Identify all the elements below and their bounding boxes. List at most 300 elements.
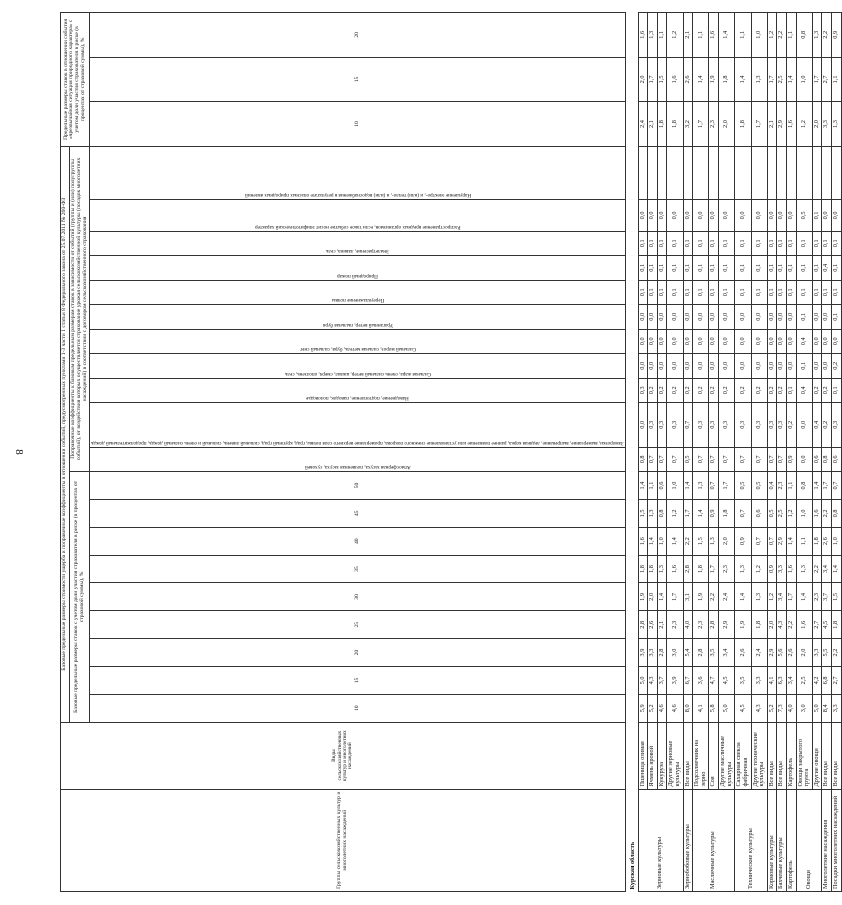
base-value-cell: 0,7 bbox=[735, 499, 751, 527]
base-value-cell: 5,0 bbox=[638, 667, 648, 695]
limit-value-cell: 0,8 bbox=[796, 13, 812, 58]
coef-value-cell: 0,0 bbox=[648, 200, 658, 231]
coef-value-cell: 0,1 bbox=[667, 231, 683, 256]
coef-value-cell: 0,3 bbox=[693, 403, 709, 448]
base-value-cell: 8,0 bbox=[683, 694, 693, 722]
base-value-cell: 0,9 bbox=[767, 555, 777, 583]
coef-value-cell: 0,1 bbox=[812, 256, 822, 281]
crop-group-cell: Масличные культуры bbox=[693, 789, 735, 891]
coef-value-cell: 0,0 bbox=[648, 329, 658, 354]
base-value-cell: 1,4 bbox=[832, 555, 842, 583]
coef-value-cell: 0,2 bbox=[683, 378, 693, 403]
coef-value-cell: 0,7 bbox=[735, 447, 751, 472]
base-value-cell: 1,1 bbox=[796, 527, 812, 555]
coef-col-header: Распространение вредных организмов, если такое событие носит эпифитотический характер bbox=[90, 200, 626, 231]
base-value-cell: 2,4 bbox=[751, 639, 767, 667]
limit-pct-header: 10 bbox=[90, 102, 626, 147]
limit-value-cell: 1,3 bbox=[751, 57, 767, 102]
coef-value-cell: 0,1 bbox=[648, 231, 658, 256]
coef-value-cell: 0,5 bbox=[796, 200, 812, 231]
base-value-cell: 3,3 bbox=[648, 639, 658, 667]
base-value-cell: 1,6 bbox=[812, 499, 822, 527]
header-limit-title: Предельные размеры ставок в отношении события «чрезвычайная ситуация природного характера» с учетом доли участия страхователя в риске (в процентах от страховой суммы), % bbox=[61, 13, 90, 147]
coef-value-cell: 0,0 bbox=[822, 329, 832, 354]
base-value-cell: 3,7 bbox=[822, 583, 832, 611]
base-pct-header: 15 bbox=[90, 667, 626, 695]
base-value-cell: 2,6 bbox=[648, 611, 658, 639]
table-row bbox=[767, 13, 777, 892]
coef-col-header: Природный пожар bbox=[90, 256, 626, 281]
base-value-cell: 1,1 bbox=[648, 472, 658, 500]
coef-value-cell: 0,2 bbox=[832, 354, 842, 379]
base-value-cell: 2,8 bbox=[693, 639, 709, 667]
base-value-cell: 2,9 bbox=[777, 527, 787, 555]
coef-value-cell: 0,1 bbox=[777, 280, 787, 305]
limit-value-cell: 2,0 bbox=[638, 57, 648, 102]
coef-value-cell: 0,2 bbox=[751, 378, 767, 403]
base-value-cell: 4,6 bbox=[657, 694, 667, 722]
limit-value-cell: 1,4 bbox=[719, 13, 735, 58]
coef-value-cell: 0,0 bbox=[709, 354, 719, 379]
base-value-cell: 1,7 bbox=[719, 472, 735, 500]
limit-value-cell: 1,8 bbox=[735, 102, 751, 147]
coef-value-cell bbox=[683, 146, 693, 200]
coef-value-cell: 0,3 bbox=[709, 403, 719, 448]
limit-value-cell: 2,7 bbox=[822, 57, 832, 102]
coef-value-cell: 0,0 bbox=[719, 305, 735, 330]
base-value-cell: 3,3 bbox=[832, 694, 842, 722]
coef-value-cell: 0,7 bbox=[751, 447, 767, 472]
coef-value-cell: 0,1 bbox=[667, 280, 683, 305]
base-value-cell: 2,7 bbox=[832, 667, 842, 695]
base-value-cell: 1,4 bbox=[657, 583, 667, 611]
coef-value-cell: 0,0 bbox=[657, 329, 667, 354]
base-value-cell: 1,4 bbox=[683, 472, 693, 500]
crop-cell: Другие технические культуры bbox=[751, 722, 767, 789]
crop-cell: Все виды bbox=[832, 722, 842, 789]
coef-value-cell: 0,0 bbox=[648, 354, 658, 379]
coef-value-cell bbox=[812, 146, 822, 200]
limit-value-cell: 1,0 bbox=[751, 13, 767, 58]
base-value-cell: 1,9 bbox=[735, 611, 751, 639]
coef-value-cell: 0,7 bbox=[767, 447, 777, 472]
base-value-cell: 1,7 bbox=[786, 583, 796, 611]
base-pct-header: 30 bbox=[90, 583, 626, 611]
table-row bbox=[751, 13, 767, 892]
base-value-cell: 0,7 bbox=[767, 527, 777, 555]
base-value-cell: 2,3 bbox=[667, 611, 683, 639]
limit-value-cell: 2,2 bbox=[777, 13, 787, 58]
coef-value-cell: 0,0 bbox=[693, 329, 709, 354]
crop-group-cell: Овощи bbox=[796, 789, 822, 891]
base-value-cell: 2,2 bbox=[832, 639, 842, 667]
coef-value-cell: 0,1 bbox=[822, 280, 832, 305]
coef-value-cell: 0,0 bbox=[683, 354, 693, 379]
coef-value-cell: 0,0 bbox=[812, 354, 822, 379]
limit-value-cell: 1,1 bbox=[693, 13, 709, 58]
crop-cell: Другие зерновые культуры bbox=[667, 722, 683, 789]
coef-value-cell bbox=[822, 146, 832, 200]
coef-value-cell: 0,1 bbox=[719, 231, 735, 256]
coef-value-cell: 0,2 bbox=[709, 378, 719, 403]
base-pct-header: 50 bbox=[90, 472, 626, 500]
table-row bbox=[812, 13, 822, 892]
limit-value-cell: 1,6 bbox=[786, 102, 796, 147]
limit-value-cell: 2,4 bbox=[638, 102, 648, 147]
coef-value-cell: 0,1 bbox=[751, 256, 767, 281]
header-group: Группы сельскохозяйственных культур и многолетних насаждений bbox=[61, 789, 626, 891]
base-value-cell: 1,4 bbox=[735, 583, 751, 611]
base-value-cell: 2,2 bbox=[683, 527, 693, 555]
coef-value-cell: 0,2 bbox=[735, 378, 751, 403]
coef-value-cell: 0,0 bbox=[638, 403, 648, 448]
coef-value-cell: 0,0 bbox=[777, 305, 787, 330]
coef-value-cell bbox=[832, 146, 842, 200]
coef-value-cell: 0,1 bbox=[693, 280, 709, 305]
limit-value-cell: 1,3 bbox=[812, 13, 822, 58]
limit-value-cell: 1,1 bbox=[832, 57, 842, 102]
base-value-cell: 2,8 bbox=[638, 611, 648, 639]
coef-value-cell: 0,0 bbox=[751, 329, 767, 354]
limit-value-cell: 1,7 bbox=[693, 102, 709, 147]
limit-value-cell: 1,6 bbox=[709, 13, 719, 58]
crop-group-cell: Картофель bbox=[786, 789, 796, 891]
table-row bbox=[786, 13, 796, 892]
coef-value-cell bbox=[735, 146, 751, 200]
crop-cell: Все виды bbox=[822, 722, 832, 789]
base-value-cell: 7,3 bbox=[777, 694, 787, 722]
coef-value-cell: 0,2 bbox=[648, 378, 658, 403]
coef-value-cell bbox=[777, 146, 787, 200]
coef-value-cell: 0,1 bbox=[693, 256, 709, 281]
base-value-cell: 2,0 bbox=[796, 639, 812, 667]
coef-value-cell: 0,0 bbox=[832, 200, 842, 231]
limit-value-cell: 1,5 bbox=[657, 57, 667, 102]
base-value-cell: 1,8 bbox=[638, 555, 648, 583]
limit-value-cell: 1,8 bbox=[719, 57, 735, 102]
base-value-cell: 4,5 bbox=[719, 667, 735, 695]
coef-value-cell: 0,0 bbox=[719, 200, 735, 231]
limit-value-cell: 1,7 bbox=[648, 57, 658, 102]
base-value-cell: 1,3 bbox=[693, 472, 709, 500]
coef-value-cell: 0,8 bbox=[638, 447, 648, 472]
coef-value-cell: 0,0 bbox=[683, 305, 693, 330]
coef-value-cell: 0,0 bbox=[822, 354, 832, 379]
base-value-cell: 2,5 bbox=[796, 667, 812, 695]
coef-value-cell: 0,3 bbox=[667, 403, 683, 448]
crop-cell: Кукуруза bbox=[657, 722, 667, 789]
coef-value-cell: 0,0 bbox=[638, 354, 648, 379]
coef-value-cell: 0,1 bbox=[767, 231, 777, 256]
coef-value-cell: 0,2 bbox=[822, 403, 832, 448]
header-coef-title: Поправочные коэффициенты к базовым предельным размерам ставок в зависимости от событий (группы и (или) полугруппы событий), от воздействия которых осуществляется страхование урожая сельскохозяйственной культуры (посадок многолетних насаждений) в соответствии с договором сельскохозяйственного страхования bbox=[69, 146, 90, 471]
coef-value-cell: 0,0 bbox=[751, 305, 767, 330]
base-value-cell: 1,8 bbox=[693, 555, 709, 583]
crop-group-cell: Зернобобовые культуры bbox=[683, 789, 693, 891]
coef-value-cell: 0,0 bbox=[786, 305, 796, 330]
coef-value-cell: 0,0 bbox=[638, 200, 648, 231]
coef-value-cell: 0,1 bbox=[751, 231, 767, 256]
coef-value-cell: 0,1 bbox=[638, 231, 648, 256]
base-value-cell: 2,1 bbox=[657, 611, 667, 639]
coef-value-cell: 0,2 bbox=[767, 378, 777, 403]
base-value-cell: 5,0 bbox=[812, 694, 822, 722]
coef-value-cell: 0,2 bbox=[812, 378, 822, 403]
base-pct-header: 20 bbox=[90, 639, 626, 667]
limit-value-cell: 1,3 bbox=[832, 102, 842, 147]
limit-value-cell: 2,1 bbox=[648, 102, 658, 147]
base-value-cell: 0,6 bbox=[657, 472, 667, 500]
coef-value-cell: 0,3 bbox=[777, 403, 787, 448]
coef-value-cell: 0,0 bbox=[667, 200, 683, 231]
coef-value-cell: 0,1 bbox=[683, 231, 693, 256]
table-row bbox=[832, 13, 842, 892]
coef-value-cell: 0,0 bbox=[709, 305, 719, 330]
coef-value-cell bbox=[638, 146, 648, 200]
coef-col-header: Переувлажнение почвы bbox=[90, 280, 626, 305]
coef-value-cell: 0,4 bbox=[796, 378, 812, 403]
coef-value-cell: 0,0 bbox=[709, 329, 719, 354]
coef-value-cell: 0,1 bbox=[832, 256, 842, 281]
base-value-cell: 3,3 bbox=[812, 639, 822, 667]
base-value-cell: 2,6 bbox=[735, 639, 751, 667]
base-value-cell: 2,0 bbox=[648, 583, 658, 611]
crop-group-cell: Зерновые культуры bbox=[638, 789, 683, 891]
base-pct-header: 10 bbox=[90, 694, 626, 722]
coef-value-cell: 0,1 bbox=[812, 200, 822, 231]
base-value-cell: 2,9 bbox=[767, 639, 777, 667]
limit-value-cell: 1,1 bbox=[786, 13, 796, 58]
header-base-sub: Базовые предельные размеры ставок с учетом доли участия страхователя в риске (в процентах от страховой суммы), % bbox=[69, 472, 90, 723]
base-value-cell: 1,6 bbox=[638, 527, 648, 555]
coef-value-cell: 0,0 bbox=[667, 354, 683, 379]
base-value-cell: 5,2 bbox=[648, 694, 658, 722]
coef-col-header: Атмосферная засуха, почвенная засуха, суховей bbox=[90, 447, 626, 472]
base-value-cell: 1,4 bbox=[786, 527, 796, 555]
coef-value-cell: 0,0 bbox=[709, 200, 719, 231]
base-value-cell: 1,4 bbox=[812, 472, 822, 500]
coef-value-cell: 0,1 bbox=[657, 256, 667, 281]
base-value-cell: 1,6 bbox=[667, 555, 683, 583]
coef-value-cell: 0,0 bbox=[777, 200, 787, 231]
coef-value-cell: 0,0 bbox=[796, 447, 812, 472]
table-row bbox=[657, 13, 667, 892]
region-title: Курская область bbox=[625, 13, 638, 892]
base-value-cell: 1,6 bbox=[796, 611, 812, 639]
limit-value-cell: 1,2 bbox=[667, 13, 683, 58]
limit-value-cell: 3,2 bbox=[683, 102, 693, 147]
coef-value-cell bbox=[767, 146, 777, 200]
base-value-cell: 0,6 bbox=[751, 499, 767, 527]
table-row bbox=[667, 13, 683, 892]
coef-value-cell: 0,1 bbox=[751, 280, 767, 305]
coef-value-cell: 0,0 bbox=[767, 354, 777, 379]
limit-value-cell: 2,3 bbox=[709, 102, 719, 147]
coef-value-cell: 0,0 bbox=[648, 305, 658, 330]
coef-value-cell: 0,2 bbox=[786, 403, 796, 448]
base-value-cell: 3,3 bbox=[751, 667, 767, 695]
coef-value-cell: 0,2 bbox=[822, 378, 832, 403]
base-value-cell: 1,2 bbox=[786, 499, 796, 527]
base-value-cell: 0,5 bbox=[735, 472, 751, 500]
base-value-cell: 2,6 bbox=[822, 527, 832, 555]
base-value-cell: 1,2 bbox=[767, 583, 777, 611]
coef-value-cell: 0,0 bbox=[777, 329, 787, 354]
base-value-cell: 5,0 bbox=[719, 694, 735, 722]
table-row bbox=[648, 13, 658, 892]
coef-value-cell: 0,0 bbox=[735, 305, 751, 330]
base-value-cell: 2,2 bbox=[812, 555, 822, 583]
base-value-cell: 1,9 bbox=[638, 583, 648, 611]
base-value-cell: 0,8 bbox=[657, 499, 667, 527]
coef-value-cell: 0,4 bbox=[796, 329, 812, 354]
base-value-cell: 6,3 bbox=[777, 667, 787, 695]
base-value-cell: 0,7 bbox=[709, 472, 719, 500]
coef-value-cell: 0,6 bbox=[812, 447, 822, 472]
crop-group-cell: Посадки многолетних насаждений bbox=[832, 789, 842, 891]
base-value-cell: 1,3 bbox=[735, 555, 751, 583]
coef-value-cell: 0,2 bbox=[657, 378, 667, 403]
coef-value-cell: 0,1 bbox=[777, 256, 787, 281]
coef-value-cell: 0,0 bbox=[657, 200, 667, 231]
base-value-cell: 1,1 bbox=[786, 472, 796, 500]
coef-value-cell: 0,8 bbox=[822, 447, 832, 472]
base-value-cell: 2,8 bbox=[683, 555, 693, 583]
coef-value-cell: 0,0 bbox=[735, 200, 751, 231]
base-value-cell: 5,9 bbox=[638, 694, 648, 722]
base-value-cell: 5,8 bbox=[709, 694, 719, 722]
base-value-cell: 1,8 bbox=[648, 555, 658, 583]
base-value-cell: 0,7 bbox=[832, 472, 842, 500]
base-value-cell: 5,6 bbox=[777, 639, 787, 667]
limit-pct-header: 20 bbox=[90, 13, 626, 58]
coef-value-cell: 0,0 bbox=[812, 305, 822, 330]
crop-group-cell: Бахчевые культуры bbox=[777, 789, 787, 891]
base-value-cell: 4,1 bbox=[767, 667, 777, 695]
crop-group-cell: Технические культуры bbox=[735, 789, 767, 891]
coef-value-cell: 0,0 bbox=[683, 329, 693, 354]
base-value-cell: 2,5 bbox=[777, 499, 787, 527]
coef-value-cell bbox=[648, 146, 658, 200]
limit-value-cell: 2,6 bbox=[683, 57, 693, 102]
coef-value-cell: 0,0 bbox=[786, 200, 796, 231]
base-value-cell: 1,4 bbox=[796, 583, 812, 611]
coef-value-cell: 0,1 bbox=[832, 280, 842, 305]
base-value-cell: 1,9 bbox=[693, 583, 709, 611]
limit-pct-header: 15 bbox=[90, 57, 626, 102]
coef-value-cell: 0,0 bbox=[735, 329, 751, 354]
coef-value-cell: 0,1 bbox=[648, 280, 658, 305]
crop-cell: Другие овощи bbox=[812, 722, 822, 789]
coef-col-header: Сильный мороз, сильная метель, буря, сильный снег bbox=[90, 329, 626, 354]
base-value-cell: 1,7 bbox=[683, 499, 693, 527]
table-row bbox=[683, 13, 693, 892]
base-value-cell: 4,6 bbox=[667, 694, 683, 722]
base-value-cell: 8,4 bbox=[822, 694, 832, 722]
base-value-cell: 1,3 bbox=[796, 555, 812, 583]
base-value-cell: 1,4 bbox=[638, 472, 648, 500]
base-value-cell: 1,6 bbox=[786, 555, 796, 583]
crop-cell: Ячмень яровой bbox=[648, 722, 658, 789]
coef-value-cell: 0,1 bbox=[786, 231, 796, 256]
base-value-cell: 3,9 bbox=[638, 639, 648, 667]
coef-value-cell: 0,2 bbox=[693, 378, 709, 403]
coef-value-cell: 0,1 bbox=[832, 231, 842, 256]
table-row bbox=[638, 13, 648, 892]
limit-value-cell: 1,8 bbox=[667, 102, 683, 147]
coef-value-cell: 0,0 bbox=[693, 354, 709, 379]
base-value-cell: 2,9 bbox=[719, 611, 735, 639]
base-value-cell: 0,7 bbox=[751, 527, 767, 555]
crop-cell: Соя bbox=[709, 722, 719, 789]
base-value-cell: 3,3 bbox=[777, 555, 787, 583]
base-value-cell: 2,3 bbox=[693, 611, 709, 639]
coef-value-cell: 0,1 bbox=[693, 231, 709, 256]
table-row bbox=[709, 13, 719, 892]
coef-value-cell: 0,1 bbox=[812, 280, 822, 305]
base-value-cell: 4,5 bbox=[822, 611, 832, 639]
base-value-cell: 1,7 bbox=[667, 583, 683, 611]
base-value-cell: 2,8 bbox=[709, 611, 719, 639]
crop-cell: Подсолнечник на зерно bbox=[693, 722, 709, 789]
base-value-cell: 4,3 bbox=[751, 694, 767, 722]
limit-value-cell: 2,1 bbox=[683, 13, 693, 58]
base-value-cell: 1,3 bbox=[648, 499, 658, 527]
base-value-cell: 1,8 bbox=[751, 611, 767, 639]
base-value-cell: 1,8 bbox=[719, 499, 735, 527]
coef-value-cell: 0,2 bbox=[777, 378, 787, 403]
base-value-cell: 4,1 bbox=[693, 694, 709, 722]
coef-value-cell: 0,3 bbox=[719, 403, 735, 448]
coef-value-cell: 0,7 bbox=[657, 447, 667, 472]
base-value-cell: 1,0 bbox=[796, 499, 812, 527]
header-base-title: Базовые предельные размеры стоимости ущерба и поправочные коэффициенты в отношении событий, предусмотренных пунктами 1-3 части 1 статьи 8 Федерального закона от 25.07.2011 № 260-ФЗ bbox=[61, 146, 70, 722]
coef-value-cell: 0,0 bbox=[786, 329, 796, 354]
base-value-cell: 2,3 bbox=[812, 583, 822, 611]
base-value-cell: 4,2 bbox=[812, 667, 822, 695]
base-value-cell: 2,2 bbox=[786, 611, 796, 639]
base-pct-header: 25 bbox=[90, 611, 626, 639]
coef-value-cell: 0,1 bbox=[777, 231, 787, 256]
coef-value-cell: 0,0 bbox=[812, 329, 822, 354]
limit-value-cell: 1,0 bbox=[796, 57, 812, 102]
coef-col-header: Наводнение, подтопление, паводок, половодье bbox=[90, 378, 626, 403]
limit-value-cell: 1,7 bbox=[751, 102, 767, 147]
coef-value-cell bbox=[719, 146, 735, 200]
base-value-cell: 0,5 bbox=[767, 499, 777, 527]
coef-value-cell: 0,1 bbox=[796, 231, 812, 256]
base-value-cell: 1,4 bbox=[667, 527, 683, 555]
base-value-cell: 3,7 bbox=[657, 667, 667, 695]
limit-value-cell: 2,9 bbox=[777, 102, 787, 147]
limit-value-cell: 2,1 bbox=[767, 102, 777, 147]
base-value-cell: 2,6 bbox=[786, 639, 796, 667]
coef-value-cell: 0,1 bbox=[735, 231, 751, 256]
coef-value-cell: 0,0 bbox=[657, 354, 667, 379]
limit-value-cell: 1,7 bbox=[767, 57, 777, 102]
base-value-cell: 3,0 bbox=[796, 694, 812, 722]
coef-col-header: Ураганный ветер, пыльная буря bbox=[90, 305, 626, 330]
coef-value-cell: 0,1 bbox=[832, 305, 842, 330]
coef-value-cell: 0,2 bbox=[667, 378, 683, 403]
limit-value-cell: 1,3 bbox=[648, 13, 658, 58]
limit-value-cell: 1,6 bbox=[638, 13, 648, 58]
coef-value-cell: 0,1 bbox=[683, 280, 693, 305]
coef-value-cell: 0,1 bbox=[709, 231, 719, 256]
base-value-cell: 1,8 bbox=[832, 611, 842, 639]
base-value-cell: 3,4 bbox=[786, 667, 796, 695]
coef-value-cell: 0,0 bbox=[796, 403, 812, 448]
